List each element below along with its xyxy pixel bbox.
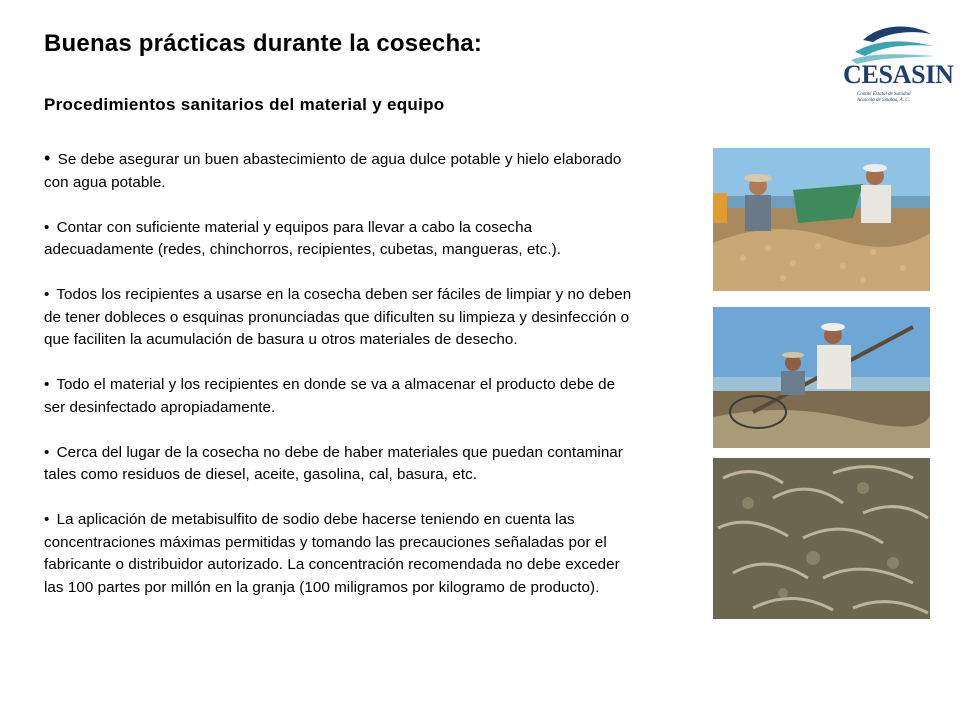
section-subtitle: Procedimientos sanitarios del material y equipo xyxy=(44,95,445,114)
bullet-marker: • xyxy=(44,218,50,236)
logo-subline: Acuícola de Sinaloa, A. C. xyxy=(857,98,910,103)
bullet-item xyxy=(44,509,634,599)
bullet-marker: • xyxy=(44,443,50,461)
page-title: Buenas prácticas durante la cosecha: xyxy=(44,30,483,57)
bullet-item xyxy=(44,217,634,262)
bullet-text: La aplicación de metabisulfito de sodio debe hacerse teniendo en cuenta las concentraciones máximas permitidas y tomando las precauciones señaladas por el fabricante o distribuidor autorizado. La concentración recomendada no debe exceder las 100 partes por millón en la granja (100 miligramos por kilogramo de producto). xyxy=(44,511,620,596)
logo-subline: Comité Estatal de Sanidad xyxy=(857,92,911,97)
bullet-item xyxy=(44,284,634,352)
bullet-item xyxy=(44,147,634,194)
bullet-item xyxy=(44,442,634,487)
shrimp-closeup-photo xyxy=(713,458,930,619)
bullet-list xyxy=(44,147,634,622)
bullet-marker: • xyxy=(44,511,50,528)
shrimp-harvest-photo-1 xyxy=(713,148,930,291)
logo-waves-icon xyxy=(843,20,943,64)
bullet-text: Se debe asegurar un buen abastecimiento de agua dulce potable y hielo elaborado con agua potable. xyxy=(44,151,622,191)
bullet-text: Contar con suficiente material y equipos para llevar a cabo la cosecha adecuadamente (redes, chinchorros, recipientes, cubetas, mangueras, etc.). xyxy=(44,218,561,258)
logo-wordmark: CESASIN xyxy=(843,60,954,89)
cesasin-logo xyxy=(843,20,954,120)
bullet-marker: • xyxy=(44,376,50,393)
bullet-marker: • xyxy=(44,286,50,303)
bullet-item xyxy=(44,374,634,419)
bullet-marker: • xyxy=(44,148,51,168)
bullet-text: Cerca del lugar de la cosecha no debe de haber materiales que puedan contaminar tales como residuos de diesel, aceite, gasolina, cal, basura, etc. xyxy=(44,443,623,483)
shrimp-harvest-photo-2 xyxy=(713,307,930,448)
bullet-text: Todos los recipientes a usarse en la cosecha deben ser fáciles de limpiar y no deben de tener dobleces o esquinas pronunciadas que dificulten su limpieza y desinfección o que faciliten la acumulación de basura u otros materiales de desecho. xyxy=(44,286,632,348)
bullet-text: Todo el material y los recipientes en donde se va a almacenar el producto debe de ser desinfectado apropiadamente. xyxy=(44,376,616,416)
